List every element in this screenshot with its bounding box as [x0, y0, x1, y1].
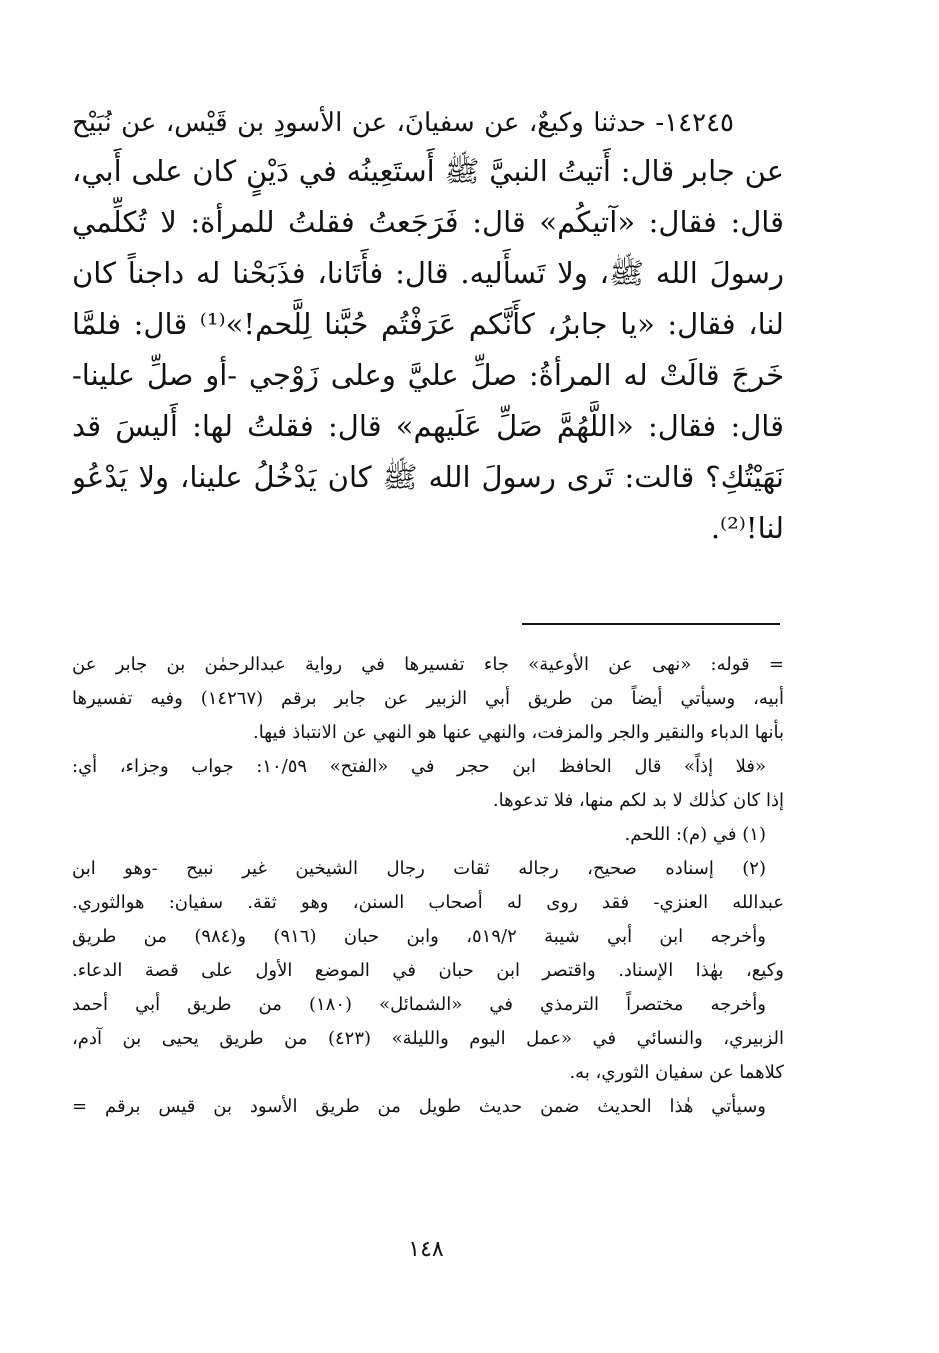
footnote-line-3: بأنها الدباء والنقير والجر والمزفت، والنهي عنها هو النهي عن الانتباذ فيها. — [252, 722, 784, 743]
hadith-line-3: قال: فقال: «آتيكُم» قال: فَرَجَعتُ فقلتُ للمرأة: لا تُكلِّمي — [72, 205, 784, 239]
footnote-line-5: إذا كان كذٰلك لا بد لكم منها، فلا تدعوها. — [492, 790, 784, 811]
footnote-line-4: «فلا إذاً» قال الحافظ ابن حجر في «الفتح» ١٠/٥٩: جواب وجزاء، أي: — [72, 756, 767, 777]
footnote-1: (١) في (م): اللحم. — [624, 824, 766, 845]
hadith-line-7: قال: فقال: «اللَّهُمَّ صَلِّ عَلَيهم» قال: فقلتُ لها: أَليسَ قد — [72, 409, 784, 443]
hadith-line-6: خَرجَ قالَتْ له المرأةُ: صلِّ عليَّ وعلى زَوْجي -أو صلِّ علينا- — [72, 358, 784, 392]
footnote-2-line-4: وكيع، بهٰذا الإسناد. واقتصر ابن حبان في الموضع الأول على قصة الدعاء. — [72, 960, 784, 981]
footnote-2-line-3: وأخرجه ابن أبي شيبة ٥١٩/٢، وابن حبان (٩١٦) و(٩٨٤) من طريق — [72, 926, 766, 947]
hadith-line-5: لنا، فقال: «يا جابرُ، كأَنَّكم عَرَفْتُم حُبَّنا لِلَّحم!»⁽¹⁾ قال: فلمَّا — [72, 307, 784, 341]
footnote-2-line-1: (٢) إسناده صحيح، رجاله ثقات رجال الشيخين غير نبيح -وهو ابن — [72, 858, 766, 879]
hadith-line-9: لنا!⁽²⁾. — [710, 511, 784, 545]
page-number: ١٤٨ — [408, 1237, 444, 1262]
footnote-line-2: أبيه، وسيأتي أيضاً من طريق أبي الزبير عن جابر برقم (١٤٢٦٧) وفيه تفسيرها — [72, 688, 784, 709]
hadith-line-2: عن جابر قال: أَتيتُ النبيَّ ﷺ أَستَعِينُه في دَيْنٍ كان على أَبي، — [72, 154, 784, 188]
footnote-2-line-5: وأخرجه مختصراً الترمذي في «الشمائل» (١٨٠) من طريق أبي أحمد — [72, 994, 767, 1015]
hadith-line-4: رسولَ الله ﷺ، ولا تَسأَليه. قال: فأَتَانا، فذَبَحْنا له داجناً كان — [72, 256, 784, 290]
footnote-2-line-7: كلاهما عن سفيان الثوري، به. — [569, 1062, 784, 1083]
footnotes — [72, 648, 784, 1124]
footnote-2-line-8: وسيأتي هٰذا الحديث ضمن حديث طويل من طريق الأسود بن قيس برقم = — [72, 1096, 766, 1117]
hadith-line-8: نَهَيْتُكِ؟ قالت: تَرى رسولَ الله ﷺ كان يَدْخُلُ علينا، ولا يَدْعُو — [72, 460, 784, 494]
footnote-separator — [522, 623, 780, 625]
footnote-line-1: = قوله: «نهى عن الأوعية» جاء تفسيرها في رواية عبدالرحمٰن بن جابر عن — [72, 654, 784, 675]
footnote-2-line-2: عبدالله العنزي- فقد روى له أصحاب السنن، وهو ثقة. سفيان: هوالثوري. — [72, 892, 784, 913]
hadith-text — [72, 100, 784, 554]
footnote-2-line-6: الزبيري، والنسائي في «عمل اليوم والليلة» (٤٢٣) من طريق يحيى بن آدم، — [72, 1028, 784, 1049]
hadith-line-1: ١٤٢٤٥- حدثنا وكيعٌ، عن سفيانَ، عن الأسودِ بن قَيْس، عن نُبَيْح — [72, 108, 734, 138]
